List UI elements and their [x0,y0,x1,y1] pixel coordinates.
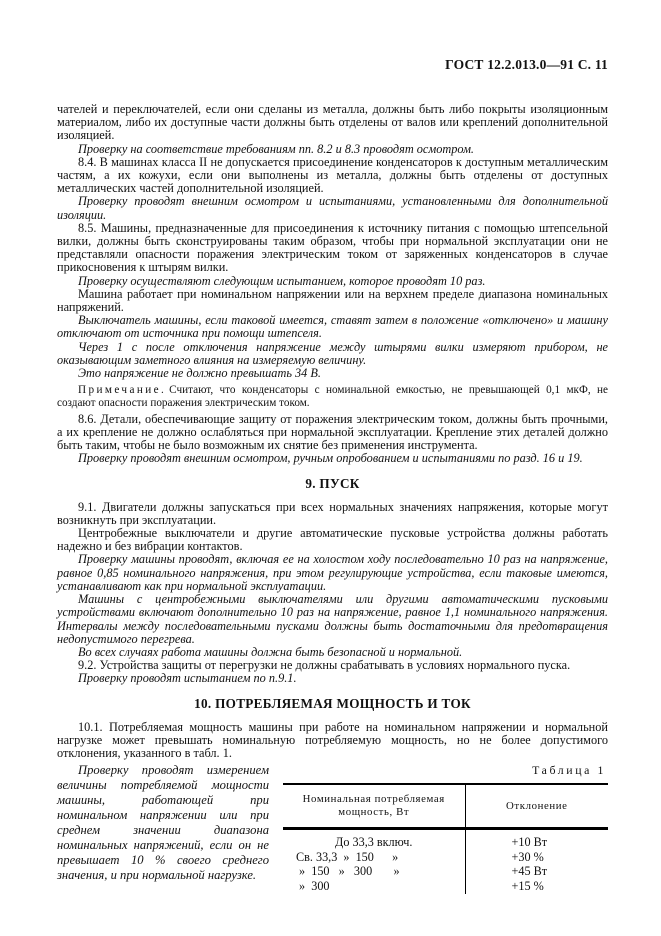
verification-note-8-4: Проверку проводят внешним осмотром и испытаниями, установленными для дополнительной изоляции. [57,194,608,222]
page-header [57,58,608,72]
deviation-cell: +15 % [511,878,544,893]
section-9-heading: 9. ПУСК [305,475,360,491]
verification-note-8-5: Проверку осуществляют следующим испытанием, которое проводят 10 раз. [78,273,486,288]
table-column [283,763,608,893]
note-text: Считают, что конденсаторы с номинальной емкостью, не превышающей 0,1 мкФ, не создают опасности поражения электрическим током. [57,384,608,409]
note-paragraph [57,384,608,409]
verification-note-10-1: Проверку проводят измерением величины потребляемой мощности машины, работающей при номинальном напряжении или при среднем значении диапазона номинальных напряжений, если он не превышает 10 % своего среднего значения, и при нормальной нагрузке. [57,763,269,883]
verification-note-9-2: Проверку проводят испытанием по п.9.1. [78,671,297,686]
table-1-label: Таблица 1 [532,763,606,778]
power-range-cell: » 300 [283,879,465,894]
clause-10-1: 10.1. Потребляемая мощность машины при работе на номинальном напряжении и нормальной нагрузке может превышать номинальную потребляемую мощность, но не более допустимого отклонения, указанного в табл. 1. [57,719,608,760]
power-range-cell: До 33,3 включ. [283,829,465,850]
table-row [283,829,608,850]
verification-note-8-6: Проверку проводят внешним осмотром, ручным опробованием и испытаниями по разд. 16 и 19. [78,451,583,466]
clause-8-5-switch-procedure: Выключатель машины, если таковой имеется, ставят затем в положение «отключено» и машину отключают от источника при помощи штепселя. [57,313,608,341]
section-10-heading: 10. ПОТРЕБЛЯЕМАЯ МОЩНОСТЬ И ТОК [194,695,471,711]
standard-reference: ГОСТ 12.2.013.0—91 С. 11 [445,57,608,72]
deviation-cell: +45 Вт [511,864,548,879]
section-10-body [57,721,608,761]
clause-8-5: 8.5. Машины, предназначенные для присоединения к источнику питания с помощью штепсельной вилки, должны быть сконструированы таким образом, чтобы при нормальной эксплуатации они не представляли опасности поражения электрическим током от заряженных конденсаторов в случае прикосновения к штырям вилки. [57,220,608,275]
two-column-block [57,763,608,893]
verification-note-8-2-8-3: Проверку на соответствие требованиям пп. 8.2 и 8.3 проводят осмотром. [78,141,475,156]
verification-note-9-1: Проверку машины проводят, включая ее на холостом ходу последовательно 10 раз на напряжение, равное 0,85 номинального напряжения, при этом регулирующие устройства, если таковые имеются, устанавливают как при нормальной эксплуатации. [57,552,608,593]
clause-9-2: 9.2. Устройства защиты от перегрузки не должны срабатывать в условиях нормального пуска. [78,658,571,673]
clause-8-5-voltage-limit: Это напряжение не должно превышать 34 В. [78,366,321,381]
table-row [283,850,608,865]
table-header-row [283,784,608,829]
clause-8-5-operation: Машина работает при номинальном напряжении или на верхнем пределе диапазона номинальных напряжений. [57,286,608,315]
power-range-cell: Св. 33,3 » 150 » [283,850,465,865]
verification-note-9-1-additional: Машины с центробежными выключателями или другими автоматическими пусковыми устройствами включают дополнительно 10 раз на напряжение, равное 1,1 номинального напряжения. Интервалы между последовательными пусками должны быть достаточными для предотвращения недопустимого перегрева. [57,592,608,646]
table-row [283,864,608,879]
section-8-body [57,103,608,466]
table-row [283,879,608,894]
power-deviation-table [283,783,608,893]
clause-8-6: 8.6. Детали, обеспечивающие защиту от поражения электрическим током, должны быть прочными, а их крепление не должно ослабляться при нормальной эксплуатации. Крепление этих деталей должно быть таким, чтобы не было возможным их снятие без применения инструмента. [57,411,608,453]
deviation-cell: +10 Вт [511,835,548,850]
clause-9-1: 9.1. Двигатели должны запускаться при всех нормальных значениях напряжения, которые могут возникнуть при эксплуатации. [57,499,608,527]
deviation-cell: +30 % [511,849,544,864]
section-9-body [57,501,608,686]
column-header-rated-power: Номинальная потребляемая мощность, Вт [283,784,465,829]
power-range-cell: » 150 » 300 » [283,864,465,879]
clause-9-1-safety: Во всех случаях работа машины должна быть безопасной и нормальной. [78,644,463,659]
clause-8-5-measurement-procedure: Через 1 с после отключения напряжение между штырями вилки измеряют прибором, не оказывающим заметного влияния на измеряемую величину. [57,339,608,367]
column-header-deviation: Отклонение [465,784,608,829]
note-label: Примечание. [78,384,167,397]
verification-column [57,763,269,893]
clause-8-4: 8.4. В машинах класса II не допускается присоединение конденсаторов к доступным металлическим частям, а их кожухи, если они выполнены из металла, должны быть отделены от доступных металлических частей дополнительной изоляцией. [57,154,608,196]
paragraph-continuation: чателей и переключателей, если они сделаны из металла, должны быть либо покрыты изоляционным материалом, либо их доступные части должны быть отделены от валов или креплений дополнительной изоляцией. [57,102,608,143]
clause-9-1-centrifugal: Центробежные выключатели и другие автоматические пусковые устройства должны работать надежно и без вибрации контактов. [57,526,608,554]
